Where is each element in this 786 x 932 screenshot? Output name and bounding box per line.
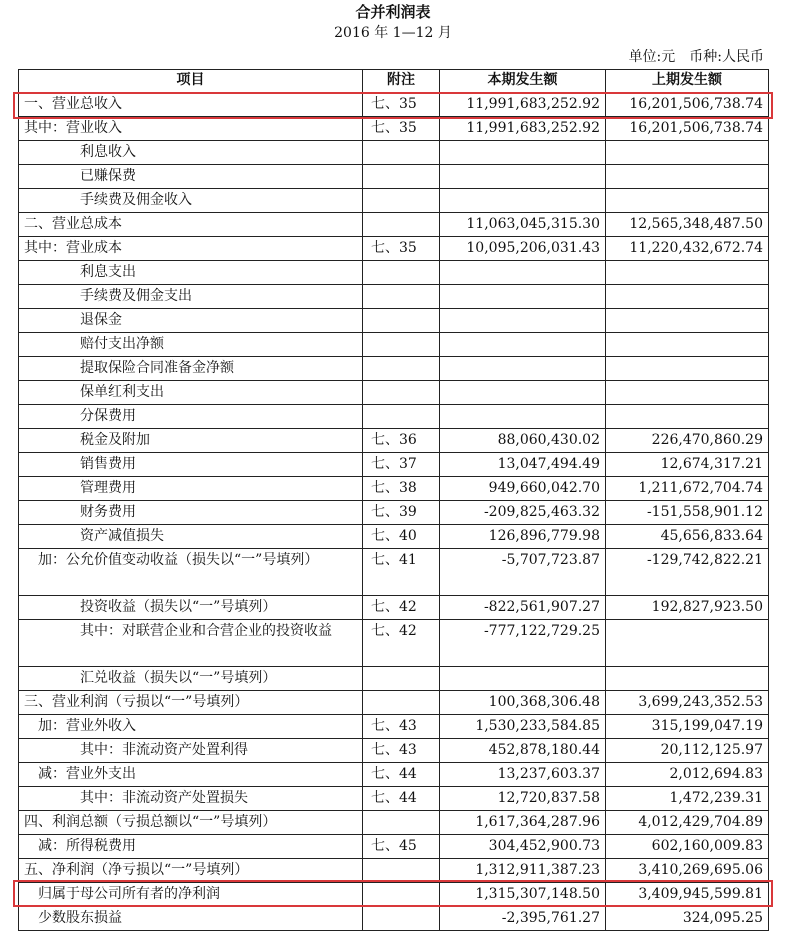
row-current-amount: -2,395,761.27 bbox=[440, 907, 606, 931]
row-item-label: 税金及附加 bbox=[19, 429, 363, 453]
table-row bbox=[19, 835, 769, 859]
table-row bbox=[19, 357, 769, 381]
row-note: 七、38 bbox=[363, 477, 440, 501]
row-current-amount: 126,896,779.98 bbox=[440, 525, 606, 549]
table-row bbox=[19, 859, 769, 883]
row-prior-amount: 4,012,429,704.89 bbox=[606, 811, 769, 835]
row-prior-amount bbox=[606, 309, 769, 333]
row-note: 七、42 bbox=[363, 620, 440, 667]
row-prior-amount bbox=[606, 141, 769, 165]
unit-label: 单位:元 bbox=[628, 49, 676, 65]
row-note bbox=[363, 859, 440, 883]
row-item-label: 手续费及佣金支出 bbox=[19, 285, 363, 309]
row-prior-amount: 315,199,047.19 bbox=[606, 715, 769, 739]
row-note: 七、35 bbox=[363, 93, 440, 117]
row-prior-amount: -129,742,822.21 bbox=[606, 549, 769, 596]
table-row bbox=[19, 93, 769, 117]
row-item-label: 三、营业利润（亏损以“一”号填列） bbox=[19, 691, 363, 715]
table-row bbox=[19, 237, 769, 261]
row-item-label: 五、净利润（净亏损以“一”号填列） bbox=[19, 859, 363, 883]
table-row bbox=[19, 549, 769, 596]
row-prior-amount: 1,211,672,704.74 bbox=[606, 477, 769, 501]
row-note bbox=[363, 883, 440, 907]
row-current-amount bbox=[440, 357, 606, 381]
row-current-amount bbox=[440, 261, 606, 285]
row-note: 七、40 bbox=[363, 525, 440, 549]
row-current-amount: 949,660,042.70 bbox=[440, 477, 606, 501]
row-note: 七、45 bbox=[363, 835, 440, 859]
row-item-label: 赔付支出净额 bbox=[19, 333, 363, 357]
row-item-label: 其中：营业收入 bbox=[19, 117, 363, 141]
table-row bbox=[19, 189, 769, 213]
row-note bbox=[363, 333, 440, 357]
table-row bbox=[19, 381, 769, 405]
row-prior-amount bbox=[606, 357, 769, 381]
row-current-amount: -822,561,907.27 bbox=[440, 596, 606, 620]
table-row bbox=[19, 763, 769, 787]
row-item-label: 管理费用 bbox=[19, 477, 363, 501]
row-current-amount: 11,063,045,315.30 bbox=[440, 213, 606, 237]
row-current-amount: 1,617,364,287.96 bbox=[440, 811, 606, 835]
row-item-label: 一、营业总收入 bbox=[19, 93, 363, 117]
table-row bbox=[19, 620, 769, 667]
row-current-amount: 10,095,206,031.43 bbox=[440, 237, 606, 261]
row-note bbox=[363, 811, 440, 835]
table-row bbox=[19, 333, 769, 357]
row-prior-amount: 3,409,945,599.81 bbox=[606, 883, 769, 907]
row-current-amount: 13,237,603.37 bbox=[440, 763, 606, 787]
row-note bbox=[363, 691, 440, 715]
row-current-amount bbox=[440, 333, 606, 357]
row-prior-amount: 192,827,923.50 bbox=[606, 596, 769, 620]
row-current-amount: -209,825,463.32 bbox=[440, 501, 606, 525]
row-note bbox=[363, 357, 440, 381]
row-item-label: 提取保险合同准备金净额 bbox=[19, 357, 363, 381]
table-row bbox=[19, 405, 769, 429]
row-current-amount: 13,047,494.49 bbox=[440, 453, 606, 477]
row-note bbox=[363, 261, 440, 285]
row-prior-amount: 2,012,694.83 bbox=[606, 763, 769, 787]
row-current-amount bbox=[440, 141, 606, 165]
row-item-label: 其中：非流动资产处置损失 bbox=[19, 787, 363, 811]
row-item-label: 减：所得税费用 bbox=[19, 835, 363, 859]
row-item-label: 其中：对联营企业和合营企业的投资收益 bbox=[19, 620, 363, 667]
column-header-prior-period: 上期发生额 bbox=[606, 70, 769, 93]
row-prior-amount: 226,470,860.29 bbox=[606, 429, 769, 453]
row-note bbox=[363, 309, 440, 333]
row-current-amount: 452,878,180.44 bbox=[440, 739, 606, 763]
row-item-label: 保单红利支出 bbox=[19, 381, 363, 405]
row-note: 七、36 bbox=[363, 429, 440, 453]
table-row bbox=[19, 261, 769, 285]
currency-label: 币种:人民币 bbox=[689, 49, 764, 65]
statement-period: 2016 年 1—12 月 bbox=[334, 25, 452, 41]
row-prior-amount bbox=[606, 285, 769, 309]
row-prior-amount: 12,565,348,487.50 bbox=[606, 213, 769, 237]
row-current-amount bbox=[440, 189, 606, 213]
row-note bbox=[363, 189, 440, 213]
row-note: 七、43 bbox=[363, 715, 440, 739]
row-note: 七、35 bbox=[363, 237, 440, 261]
unit-currency-line bbox=[629, 46, 764, 68]
table-row bbox=[19, 285, 769, 309]
row-note bbox=[363, 907, 440, 931]
row-prior-amount: 3,699,243,352.53 bbox=[606, 691, 769, 715]
table-row bbox=[19, 429, 769, 453]
row-item-label: 加：公允价值变动收益（损失以“一”号填列） bbox=[19, 549, 363, 596]
table-row bbox=[19, 477, 769, 501]
row-prior-amount bbox=[606, 620, 769, 667]
row-prior-amount bbox=[606, 333, 769, 357]
row-item-label: 已赚保费 bbox=[19, 165, 363, 189]
table-row bbox=[19, 596, 769, 620]
row-current-amount: 12,720,837.58 bbox=[440, 787, 606, 811]
row-prior-amount: 3,410,269,695.06 bbox=[606, 859, 769, 883]
row-current-amount: 11,991,683,252.92 bbox=[440, 93, 606, 117]
row-note: 七、37 bbox=[363, 453, 440, 477]
row-note bbox=[363, 141, 440, 165]
row-item-label: 二、营业总成本 bbox=[19, 213, 363, 237]
table-row bbox=[19, 811, 769, 835]
row-prior-amount: 1,472,239.31 bbox=[606, 787, 769, 811]
row-current-amount: 1,312,911,387.23 bbox=[440, 859, 606, 883]
column-header-item: 项目 bbox=[19, 70, 363, 93]
row-note bbox=[363, 381, 440, 405]
table-header-row bbox=[19, 70, 769, 93]
row-prior-amount: 20,112,125.97 bbox=[606, 739, 769, 763]
row-item-label: 归属于母公司所有者的净利润 bbox=[19, 883, 363, 907]
row-current-amount bbox=[440, 405, 606, 429]
row-current-amount bbox=[440, 165, 606, 189]
row-prior-amount: 324,095.25 bbox=[606, 907, 769, 931]
row-current-amount: 1,315,307,148.50 bbox=[440, 883, 606, 907]
row-item-label: 其中：非流动资产处置利得 bbox=[19, 739, 363, 763]
row-note: 七、42 bbox=[363, 596, 440, 620]
row-note: 七、35 bbox=[363, 117, 440, 141]
column-header-current-period: 本期发生额 bbox=[440, 70, 606, 93]
row-current-amount bbox=[440, 309, 606, 333]
row-prior-amount: 12,674,317.21 bbox=[606, 453, 769, 477]
row-item-label: 财务费用 bbox=[19, 501, 363, 525]
row-item-label: 利息收入 bbox=[19, 141, 363, 165]
row-item-label: 利息支出 bbox=[19, 261, 363, 285]
row-note bbox=[363, 165, 440, 189]
table-row bbox=[19, 667, 769, 691]
row-item-label: 销售费用 bbox=[19, 453, 363, 477]
row-prior-amount bbox=[606, 667, 769, 691]
income-statement-table bbox=[18, 69, 769, 931]
row-prior-amount bbox=[606, 165, 769, 189]
table-row bbox=[19, 117, 769, 141]
row-prior-amount bbox=[606, 405, 769, 429]
row-note: 七、43 bbox=[363, 739, 440, 763]
row-prior-amount: 602,160,009.83 bbox=[606, 835, 769, 859]
row-prior-amount: 11,220,432,672.74 bbox=[606, 237, 769, 261]
row-note: 七、44 bbox=[363, 763, 440, 787]
row-note bbox=[363, 285, 440, 309]
row-current-amount: 304,452,900.73 bbox=[440, 835, 606, 859]
row-note: 七、44 bbox=[363, 787, 440, 811]
row-item-label: 加：营业外收入 bbox=[19, 715, 363, 739]
table-row bbox=[19, 309, 769, 333]
column-header-note: 附注 bbox=[363, 70, 440, 93]
row-current-amount: 11,991,683,252.92 bbox=[440, 117, 606, 141]
table-row bbox=[19, 907, 769, 931]
row-item-label: 其中：营业成本 bbox=[19, 237, 363, 261]
row-note bbox=[363, 667, 440, 691]
row-current-amount: 100,368,306.48 bbox=[440, 691, 606, 715]
row-prior-amount bbox=[606, 381, 769, 405]
table-row bbox=[19, 715, 769, 739]
row-note bbox=[363, 213, 440, 237]
row-prior-amount: 16,201,506,738.74 bbox=[606, 93, 769, 117]
row-item-label: 减：营业外支出 bbox=[19, 763, 363, 787]
row-item-label: 四、利润总额（亏损总额以“一”号填列） bbox=[19, 811, 363, 835]
row-current-amount bbox=[440, 667, 606, 691]
row-item-label: 退保金 bbox=[19, 309, 363, 333]
table-row bbox=[19, 739, 769, 763]
row-item-label: 手续费及佣金收入 bbox=[19, 189, 363, 213]
row-item-label: 投资收益（损失以“一”号填列） bbox=[19, 596, 363, 620]
row-current-amount: 1,530,233,584.85 bbox=[440, 715, 606, 739]
statement-title: 合并利润表 bbox=[355, 3, 431, 21]
row-prior-amount bbox=[606, 261, 769, 285]
row-note: 七、39 bbox=[363, 501, 440, 525]
row-prior-amount: 45,656,833.64 bbox=[606, 525, 769, 549]
row-current-amount: 88,060,430.02 bbox=[440, 429, 606, 453]
table-row bbox=[19, 141, 769, 165]
table-row bbox=[19, 883, 769, 907]
row-note: 七、41 bbox=[363, 549, 440, 596]
row-prior-amount: 16,201,506,738.74 bbox=[606, 117, 769, 141]
row-item-label: 分保费用 bbox=[19, 405, 363, 429]
row-prior-amount: -151,558,901.12 bbox=[606, 501, 769, 525]
row-current-amount bbox=[440, 381, 606, 405]
table-row bbox=[19, 165, 769, 189]
table-row bbox=[19, 453, 769, 477]
row-current-amount: -777,122,729.25 bbox=[440, 620, 606, 667]
table-row bbox=[19, 525, 769, 549]
table-row bbox=[19, 213, 769, 237]
row-item-label: 少数股东损益 bbox=[19, 907, 363, 931]
table-row bbox=[19, 787, 769, 811]
row-current-amount: -5,707,723.87 bbox=[440, 549, 606, 596]
row-item-label: 汇兑收益（损失以“一”号填列） bbox=[19, 667, 363, 691]
table-row bbox=[19, 691, 769, 715]
row-prior-amount bbox=[606, 189, 769, 213]
row-note bbox=[363, 405, 440, 429]
row-item-label: 资产减值损失 bbox=[19, 525, 363, 549]
table-row bbox=[19, 501, 769, 525]
row-current-amount bbox=[440, 285, 606, 309]
